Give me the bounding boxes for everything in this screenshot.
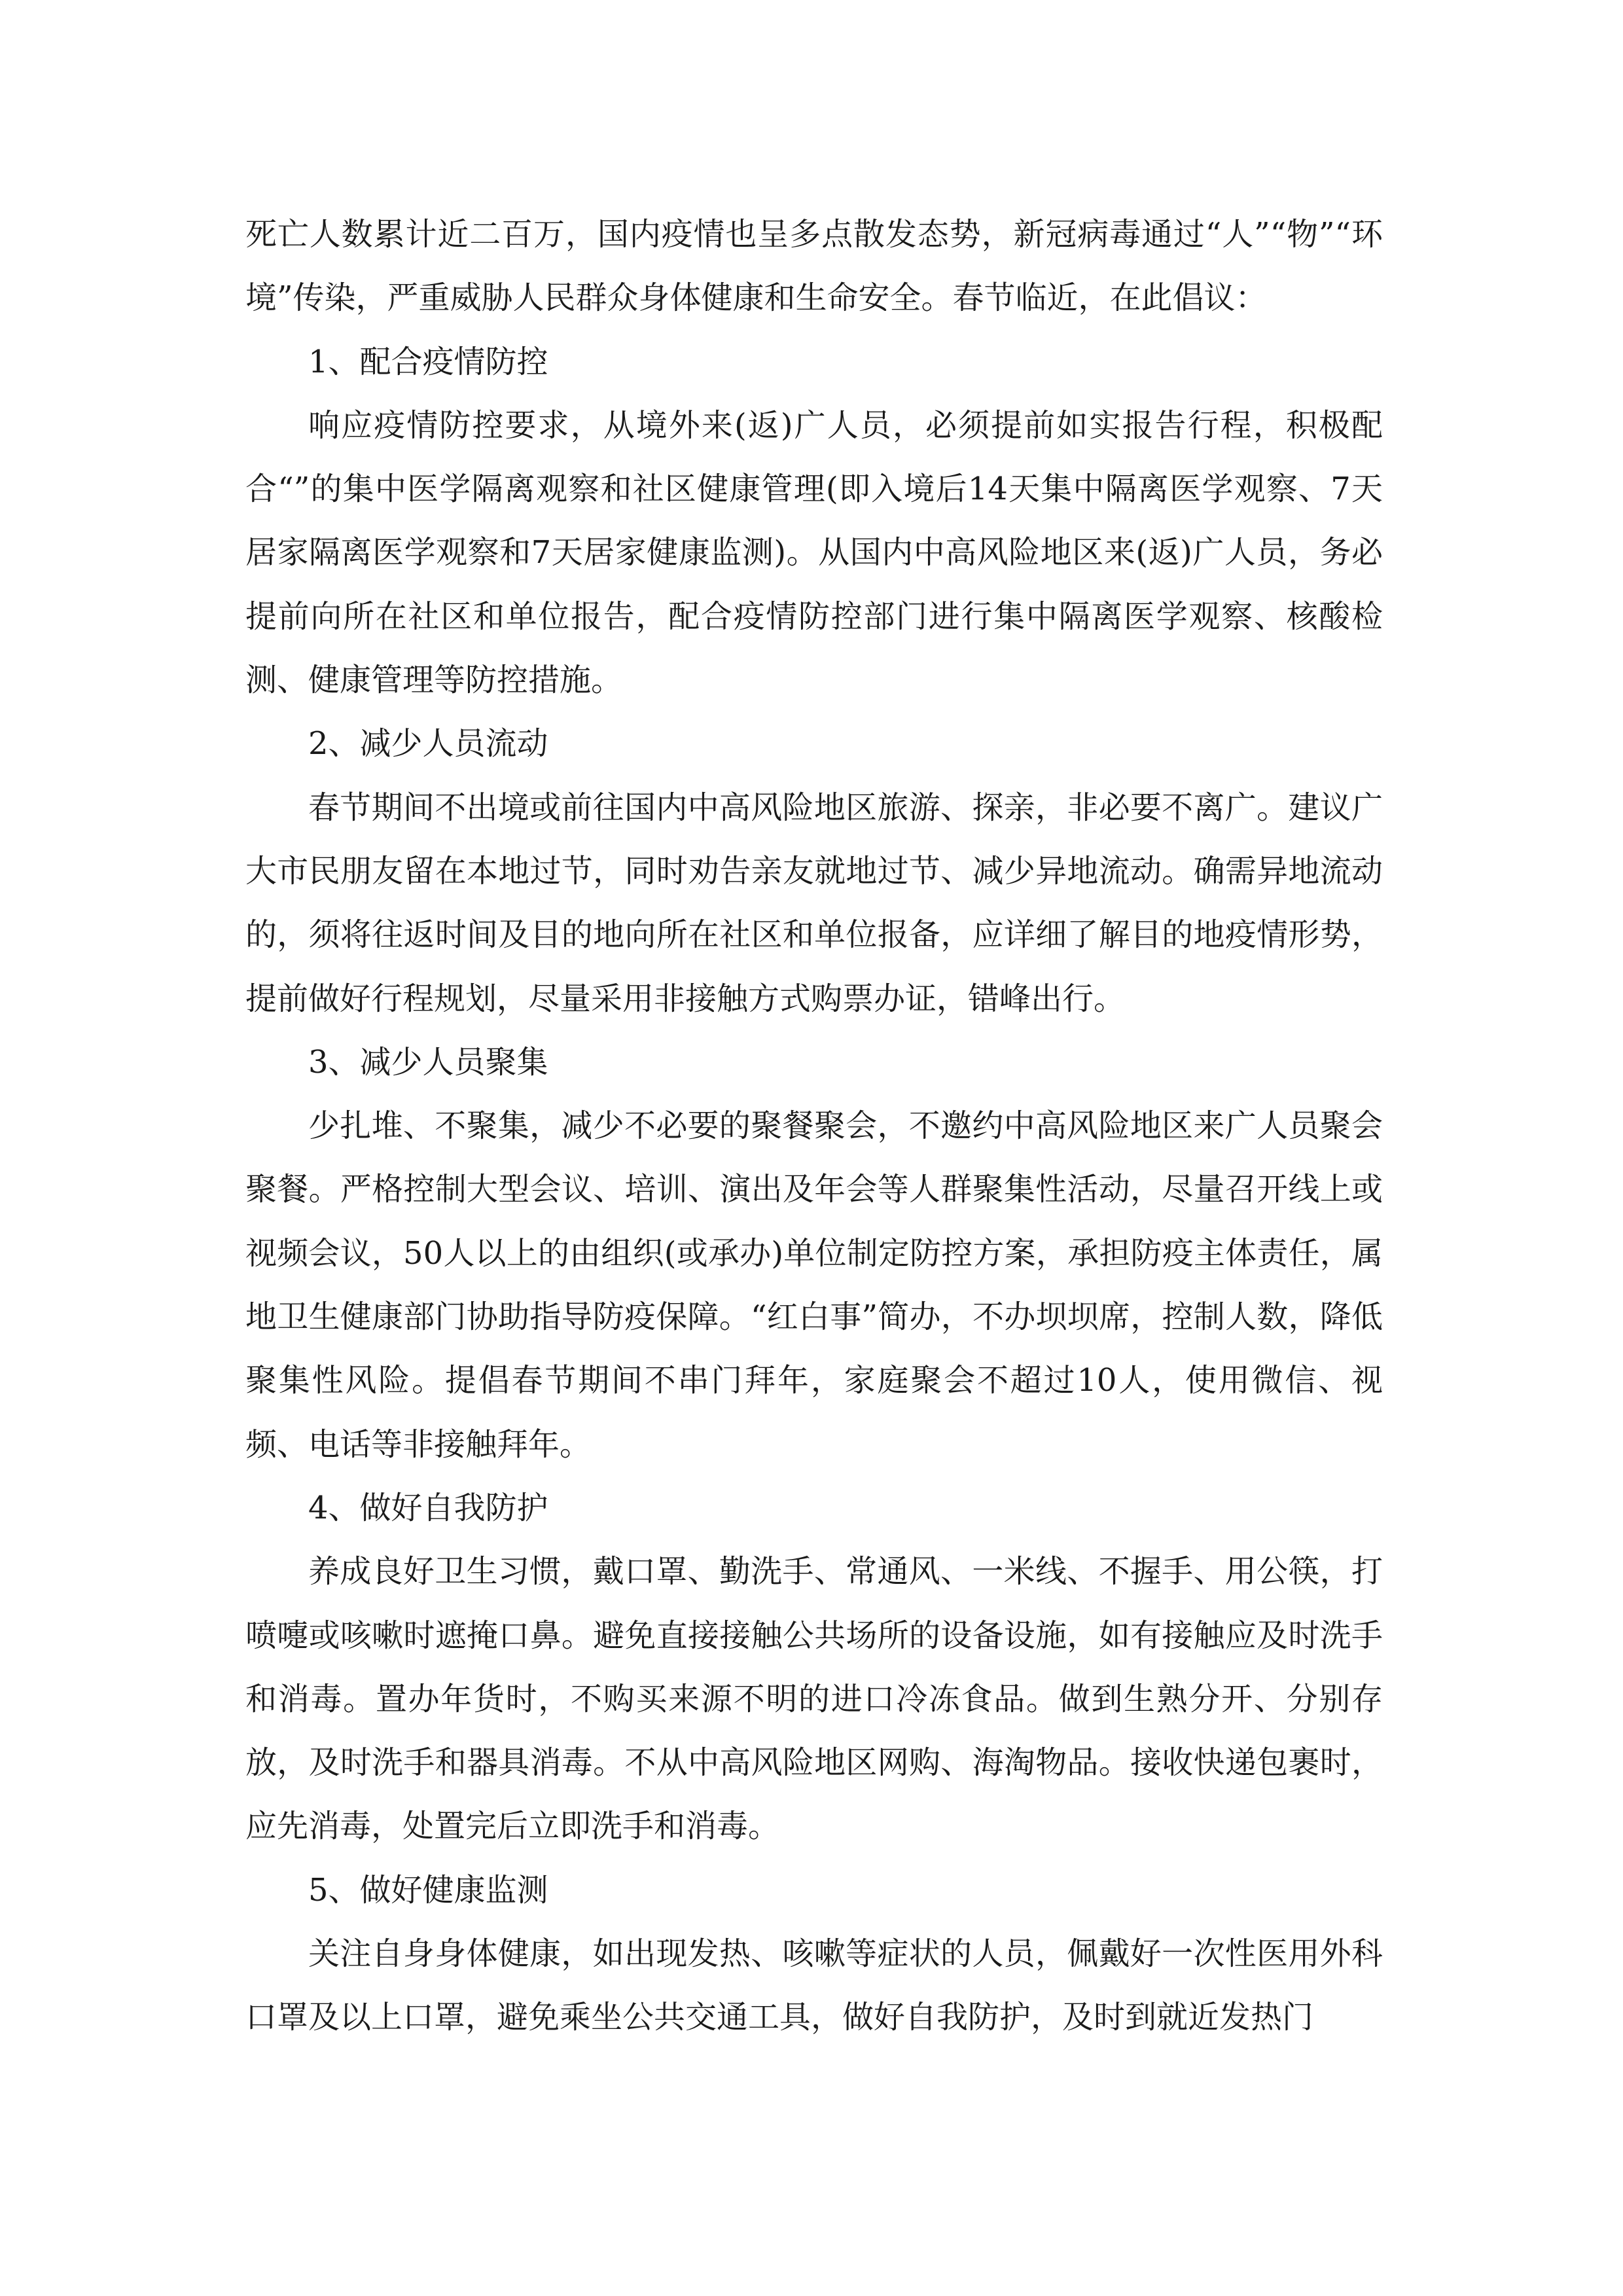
section-body-3: 少扎堆、不聚集，减少不必要的聚餐聚会，不邀约中高风险地区来广人员聚会聚餐。严格控制大型会议、培训、演出及年会等人群聚集性活动，尽量召开线上或视频会议，50人以上的由组织(或承办)单位制定防控方案，承担防疫主体责任，属地卫生健康部门协助指导防疫保障。“红白事”简办，不办坝坝席，控制人数，降低聚集性风险。提倡春节期间不串门拜年，家庭聚会不超过10人，使用微信、视频、电话等非接触拜年。	[245, 1107, 1383, 1463]
section-body-2: 春节期间不出境或前往国内中高风险地区旅游、探亲，非必要不离广。建议广大市民朋友留在本地过节，同时劝告亲友就地过节、减少异地流动。确需异地流动的，须将往返时间及目的地向所在社区和单位报备，应详细了解目的地疫情形势，提前做好行程规划，尽量采用非接触方式购票办证，错峰出行。	[245, 789, 1383, 1017]
section-body-5: 关注自身身体健康，如出现发热、咳嗽等症状的人员，佩戴好一次性医用外科口罩及以上口罩，避免乘坐公共交通工具，做好自我防护，及时到就近发热门	[245, 1935, 1383, 2036]
section-heading-2: 2、减少人员流动	[308, 725, 548, 762]
section-heading-3: 3、减少人员聚集	[308, 1043, 548, 1081]
section-heading-1: 1、配合疫情防控	[308, 343, 548, 380]
intro-paragraph: 死亡人数累计近二百万，国内疫情也呈多点散发态势，新冠病毒通过“人”“物”“环境”传染，严重威胁人民群众身体健康和生命安全。春节临近，在此倡议：	[245, 216, 1383, 317]
section-body-4: 养成良好卫生习惯，戴口罩、勤洗手、常通风、一米线、不握手、用公筷，打喷嚏或咳嗽时遮掩口鼻。避免直接接触公共场所的设备设施，如有接触应及时洗手和消毒。置办年货时，不购买来源不明的进口冷冻食品。做到生熟分开、分别存放，及时洗手和器具消毒。不从中高风险地区网购、海淘物品。接收快递包裹时，应先消毒，处置完后立即洗手和消毒。	[245, 1553, 1383, 1845]
document-page	[245, 203, 1383, 2050]
section-heading-5: 5、做好健康监测	[308, 1871, 548, 1909]
section-body-1: 响应疫情防控要求，从境外来(返)广人员，必须提前如实报告行程，积极配合“”的集中医学隔离观察和社区健康管理(即入境后14天集中隔离医学观察、7天居家隔离医学观察和7天居家健康监测)。从国内中高风险地区来(返)广人员，务必提前向所在社区和单位报告，配合疫情防控部门进行集中隔离医学观察、核酸检测、健康管理等防控措施。	[245, 406, 1383, 699]
section-heading-4: 4、做好自我防护	[308, 1489, 548, 1526]
